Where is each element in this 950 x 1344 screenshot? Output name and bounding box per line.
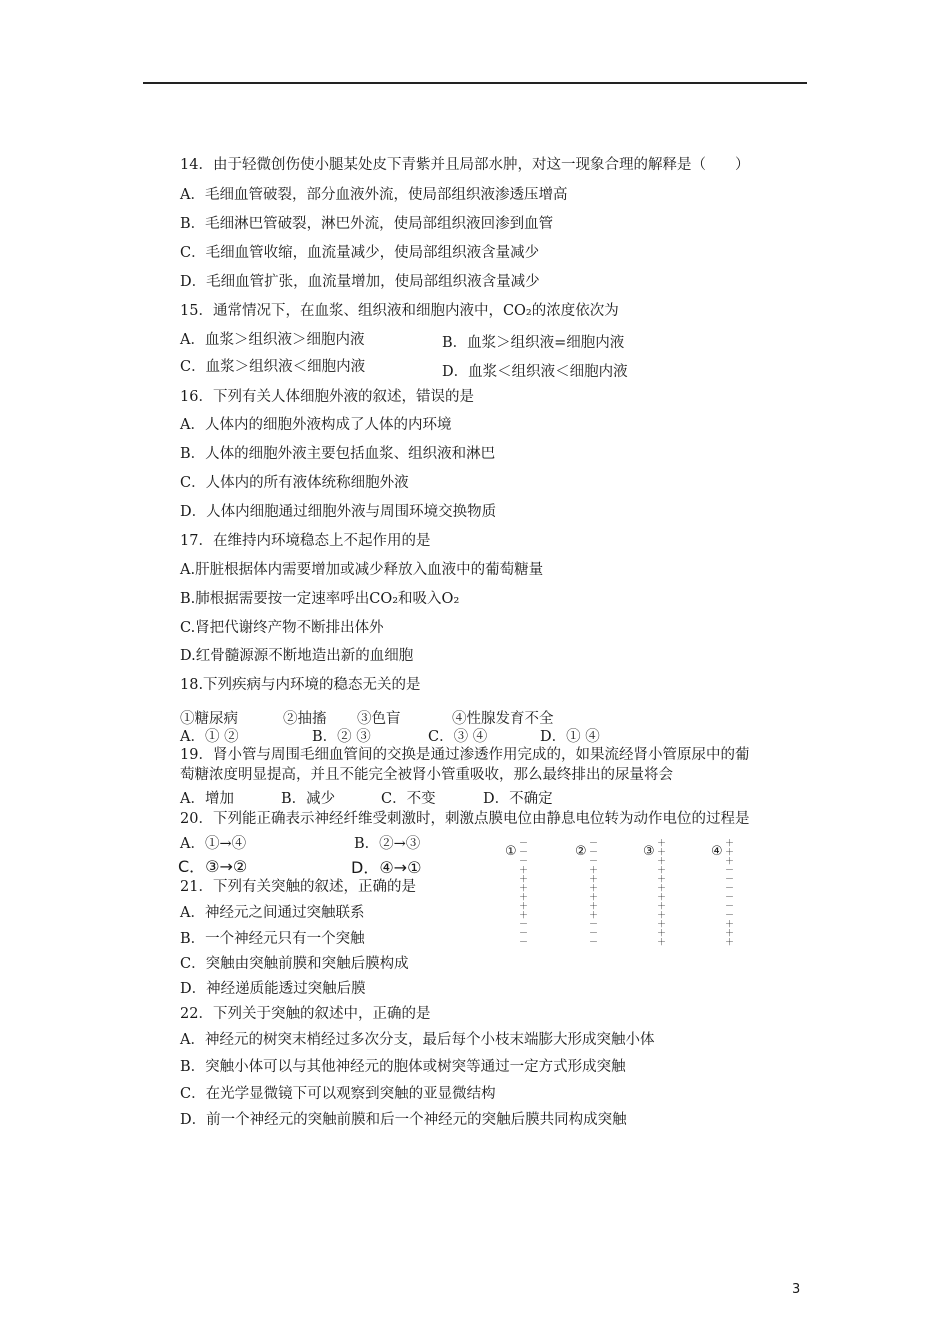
q16-option-a: A．人体内的细胞外液构成了人体的内环境 <box>180 417 452 433</box>
q22-stem: 22．下列关于突触的叙述中，正确的是 <box>180 1006 431 1022</box>
header-rule <box>143 82 807 84</box>
diagram-4-row: －－－ <box>725 866 736 894</box>
q18-item-2: ②抽搐 <box>283 711 327 727</box>
diagram-1-row: －－－ <box>519 839 530 867</box>
q21-option-a: A．神经元之间通过突触联系 <box>180 905 365 921</box>
q14-option-d: D．毛细血管扩张，血流量增加，使局部组织液含量减少 <box>180 274 540 290</box>
diagram-2-row: －－－ <box>589 839 600 867</box>
diagram-1-row: －－－ <box>519 920 530 948</box>
q20-option-b: B．②→③ <box>354 836 421 852</box>
q18-stem: 18.下列疾病与内环境的稳态无关的是 <box>180 677 421 693</box>
q19-stem-line-1: 19．肾小管与周围毛细血管间的交换是通过渗透作用完成的，如果流经肾小管原尿中的葡 <box>180 747 750 763</box>
q18-option-a: A．① ② <box>180 729 239 745</box>
q16-option-c: C．人体内的所有液体统称细胞外液 <box>180 475 409 491</box>
q14-option-a: A．毛细血管破裂，部分血液外流，使局部组织液渗透压增高 <box>180 187 568 203</box>
q19-stem-line-2: 萄糖浓度明显提高，并且不能完全被肾小管重吸收，那么最终排出的尿量将会 <box>180 767 673 783</box>
q17-stem: 17．在维持内环境稳态上不起作用的是 <box>180 533 431 549</box>
diagram-3-label: ③ <box>643 844 655 859</box>
diagram-1-row: ＋＋＋ <box>519 893 530 921</box>
q14-option-b: B．毛细淋巴管破裂，淋巴外流，使局部组织液回渗到血管 <box>180 216 554 232</box>
diagram-2-row: ＋＋＋ <box>589 866 600 894</box>
diagram-3-row: ＋＋＋ <box>657 893 668 921</box>
q14-option-c: C．毛细血管收缩，血流量减少，使局部组织液含量减少 <box>180 245 540 261</box>
q16-stem: 16．下列有关人体细胞外液的叙述，错误的是 <box>180 389 474 405</box>
diagram-2-row: －－－ <box>589 920 600 948</box>
q21-option-b: B．一个神经元只有一个突触 <box>180 931 365 947</box>
q17-option-b: B.肺根据需要按一定速率呼出CO₂和吸入O₂ <box>180 591 460 607</box>
page-number: 3 <box>792 1282 801 1297</box>
q20-option-a: A．①→④ <box>180 836 247 852</box>
q19-option-d: D．不确定 <box>483 791 553 807</box>
diagram-4-row: ＋＋＋ <box>725 839 736 867</box>
q19-option-b: B．减少 <box>281 791 336 807</box>
q17-option-c: C.肾把代谢终产物不断排出体外 <box>180 620 384 636</box>
q20-stem: 20．下列能正确表示神经纤维受刺激时，刺激点膜电位由静息电位转为动作电位的过程是 <box>180 811 750 827</box>
diagram-1-label: ① <box>505 844 517 859</box>
q19-option-c: C．不变 <box>381 791 436 807</box>
q21-option-d: D．神经递质能透过突触后膜 <box>180 981 366 997</box>
q21-stem: 21．下列有关突触的叙述，正确的是 <box>180 879 416 895</box>
diagram-4-row: ＋＋＋ <box>725 920 736 948</box>
q17-option-a: A.肝脏根据体内需要增加或减少释放入血液中的葡萄糖量 <box>180 562 544 578</box>
q14-stem: 14．由于轻微创伤使小腿某处皮下青紫并且局部水肿，对这一现象合理的解释是（ ） <box>180 157 750 173</box>
q22-option-c: C．在光学显微镜下可以观察到突触的亚显微结构 <box>180 1086 496 1102</box>
q18-item-4: ④性腺发育不全 <box>452 711 554 727</box>
q15-option-d: D．血浆＜组织液＜细胞内液 <box>442 364 628 380</box>
q15-option-b: B．血浆＞组织液=细胞内液 <box>442 335 625 351</box>
q15-option-a: A．血浆＞组织液＞细胞内液 <box>180 332 365 348</box>
q22-option-a: A．神经元的树突末梢经过多次分支，最后每个小枝末端膨大形成突触小体 <box>180 1032 655 1048</box>
diagram-2-row: ＋＋＋ <box>589 893 600 921</box>
q19-option-a: A．增加 <box>180 791 234 807</box>
diagram-4-label: ④ <box>711 844 723 859</box>
q22-option-d: D．前一个神经元的突触前膜和后一个神经元的突触后膜共同构成突触 <box>180 1112 627 1128</box>
diagram-1-row: ＋＋＋ <box>519 866 530 894</box>
diagram-3-row: ＋＋＋ <box>657 920 668 948</box>
q20-option-d: D．④→① <box>351 858 422 877</box>
q16-option-b: B．人体的细胞外液主要包括血浆、组织液和淋巴 <box>180 446 496 462</box>
q18-option-d: D．① ④ <box>540 729 600 745</box>
q18-item-3: ③色盲 <box>357 711 401 727</box>
q15-stem: 15．通常情况下，在血浆、组织液和细胞内液中，CO₂的浓度依次为 <box>180 303 619 319</box>
q17-option-d: D.红骨髓源源不断地造出新的血细胞 <box>180 648 414 664</box>
q22-option-b: B．突触小体可以与其他神经元的胞体或树突等通过一定方式形成突触 <box>180 1059 626 1075</box>
q15-option-c: C．血浆＞组织液＜细胞内液 <box>180 359 366 375</box>
q18-item-1: ①糖尿病 <box>180 711 238 727</box>
diagram-3-row: ＋＋＋ <box>657 866 668 894</box>
diagram-4-row: －－－ <box>725 893 736 921</box>
diagram-3-row: ＋＋＋ <box>657 839 668 867</box>
q21-option-c: C．突触由突触前膜和突触后膜构成 <box>180 956 409 972</box>
diagram-2-label: ② <box>575 844 587 859</box>
q18-option-c: C．③ ④ <box>428 729 488 745</box>
q18-option-b: B．② ③ <box>312 729 371 745</box>
q20-option-c: C．③→② <box>178 857 248 876</box>
q16-option-d: D．人体内细胞通过细胞外液与周围环境交换物质 <box>180 504 497 520</box>
